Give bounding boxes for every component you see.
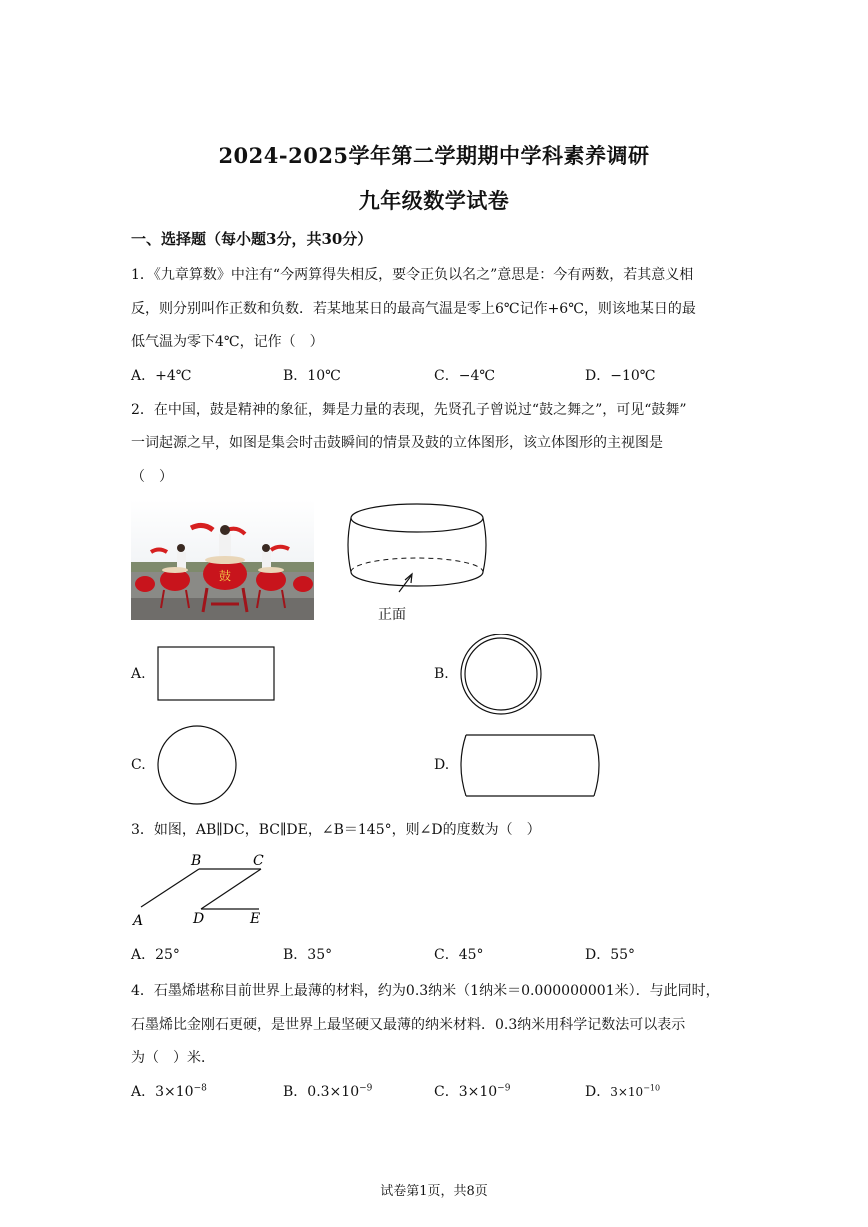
q4-line1: 4．石墨烯堪称目前世界上最薄的材料，约为0.3纳米（1纳米＝0.000000001米）．与此同时， <box>131 983 720 999</box>
q3-parallel-lines-figure <box>131 851 271 929</box>
q2-line1: 2．在中国，鼓是精神的象征，舞是力量的表现，先贤孔子曾说过“鼓之舞之”，可见“鼓舞” <box>131 402 687 418</box>
section-heading: 一、选择题（每小题3分，共30分） <box>131 230 373 248</box>
q2-option-b-double-circle[interactable] <box>458 634 546 716</box>
q2-option-c[interactable]: C. <box>131 757 146 773</box>
q2-option-a[interactable]: A. <box>131 666 146 682</box>
q4-option-d-exponent: −10 <box>643 1083 661 1093</box>
exam-subtitle: 九年级数学试卷 <box>358 188 510 213</box>
q4-option-d-base: 3×10 <box>610 1085 644 1099</box>
q4-option-c[interactable] <box>434 1081 510 1101</box>
point-a-label: A <box>133 913 144 929</box>
q2-option-d[interactable]: D. <box>434 757 450 773</box>
q4-option-a-base: 3×10 <box>155 1084 194 1100</box>
point-b-label: B <box>191 853 202 869</box>
q1-option-b[interactable]: B．10℃ <box>283 368 341 384</box>
drum-performance-photo <box>131 500 314 620</box>
q4-option-c-exponent: −9 <box>497 1083 511 1094</box>
q2-option-b[interactable]: B. <box>434 666 449 682</box>
q4-option-c-letter: C． <box>434 1084 459 1100</box>
q3-option-a[interactable]: A．25° <box>131 947 180 963</box>
q1-option-d[interactable]: D．−10℃ <box>585 368 656 384</box>
q4-option-b-letter: B． <box>283 1084 308 1100</box>
q4-option-a[interactable] <box>131 1081 207 1101</box>
q4-option-a-letter: A． <box>131 1084 156 1100</box>
q2-option-c-circle[interactable] <box>155 725 241 807</box>
q2-line2: 一词起源之早，如图是集会时击鼓瞬间的情景及鼓的立体图形，该立体图形的主视图是 <box>131 435 663 451</box>
q1-line3: 低气温为零下4℃，记作（ ） <box>131 334 324 350</box>
point-d-label: D <box>193 911 205 927</box>
q2-option-d-barrel-shape[interactable] <box>458 733 603 799</box>
q2-line3: （ ） <box>131 469 173 485</box>
drum-character: 鼓 <box>218 569 232 583</box>
q2-option-a-rectangle[interactable] <box>157 646 277 702</box>
q3-option-d[interactable]: D．55° <box>585 947 636 963</box>
q4-option-a-exponent: −8 <box>193 1083 207 1094</box>
q4-line2: 石墨烯比金刚石更硬，是世界上最坚硬又最薄的纳米材料．0.3纳米用科学记数法可以表示 <box>131 1017 686 1033</box>
q3-stem: 3．如图，AB∥DC，BC∥DE，∠B＝145°，则∠D的度数为（ ） <box>131 822 541 838</box>
q1-line2: 反，则分别叫作正数和负数．若某地某日的最高气温是零上6℃记作+6℃，则该地某日的最 <box>131 301 696 317</box>
drum-solid-figure <box>345 500 490 625</box>
q4-option-b-exponent: −9 <box>359 1083 373 1094</box>
q3-option-b[interactable]: B．35° <box>283 947 333 963</box>
q3-option-c[interactable]: C．45° <box>434 947 484 963</box>
point-c-label: C <box>253 853 264 869</box>
q4-option-d[interactable] <box>585 1081 660 1101</box>
q4-option-c-base: 3×10 <box>458 1084 498 1100</box>
q4-option-b-base: 0.3×10 <box>307 1084 360 1100</box>
q1-line1: 1．《九章算数》中注有“今两算得失相反，要令正负以名之”意思是：今有两数，若其意义相 <box>131 267 694 283</box>
front-view-label: 正面 <box>378 607 406 623</box>
q4-option-b[interactable] <box>283 1081 372 1101</box>
q1-option-c[interactable]: C．−4℃ <box>434 368 496 384</box>
q4-option-d-letter: D． <box>585 1084 611 1100</box>
q1-option-a[interactable]: A．+4℃ <box>131 368 192 384</box>
exam-title: 2024-2025学年第二学期期中学科素养调研 <box>218 143 650 168</box>
page-footer: 试卷第1页，共8页 <box>380 1184 488 1199</box>
q4-line3: 为（ ）米． <box>131 1050 215 1066</box>
point-e-label: E <box>250 911 261 927</box>
